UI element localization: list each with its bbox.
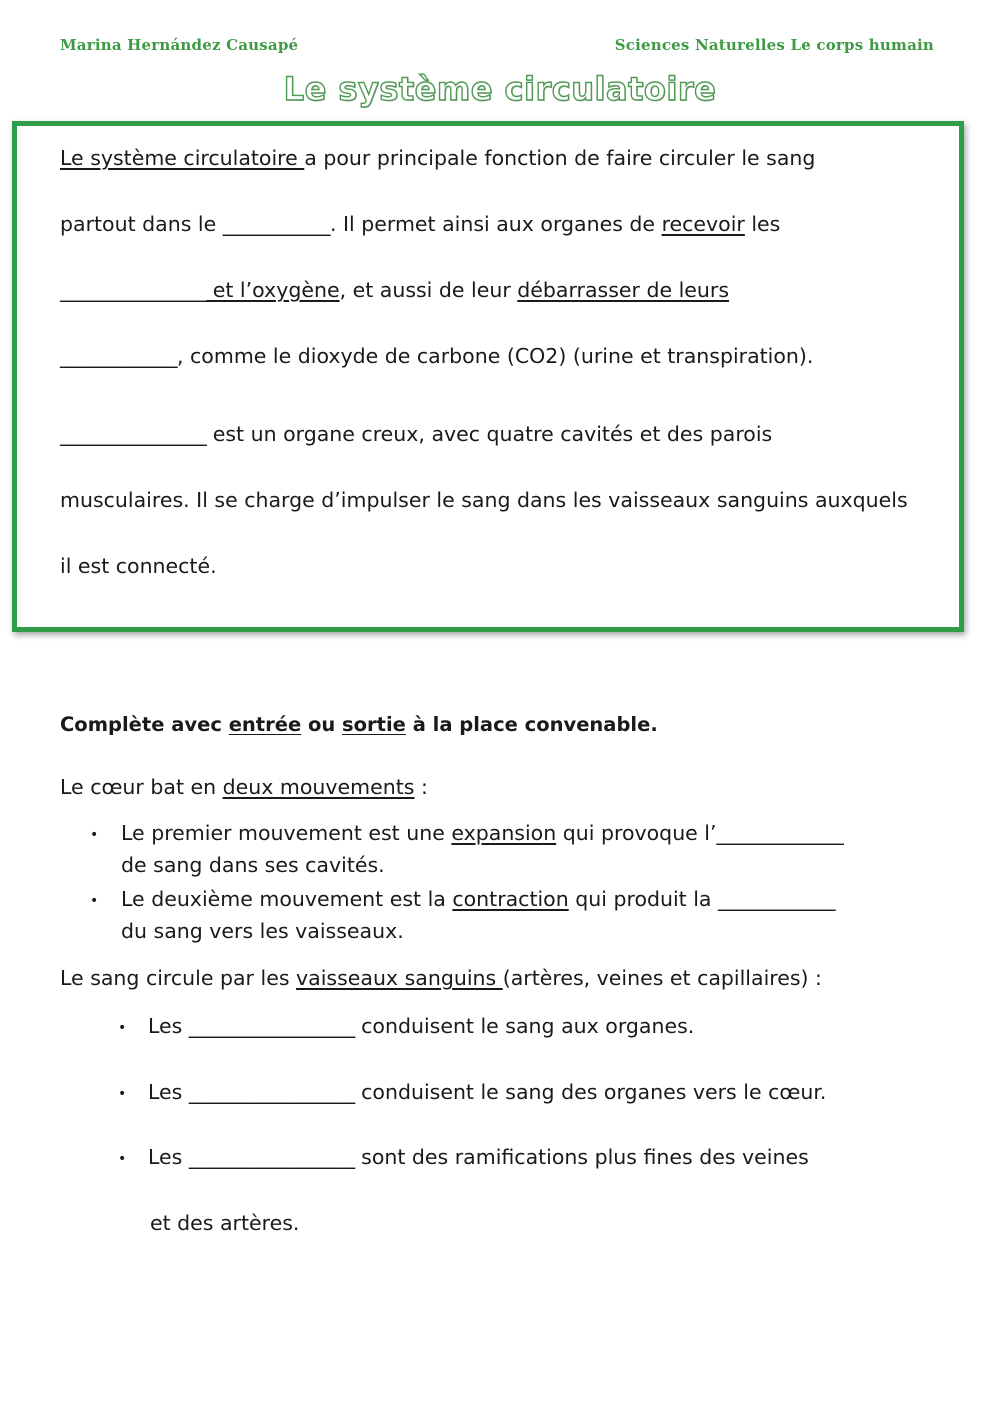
text: Le premier mouvement est une [121, 821, 452, 845]
text: ou [301, 713, 343, 736]
text: sont des ramifications plus fines des veines [354, 1145, 809, 1169]
text: Le cœur bat en [60, 775, 223, 799]
blank-field[interactable]: ____________ [718, 887, 836, 911]
text: à la place convenable. [405, 713, 658, 736]
underlined-term: expansion [451, 821, 557, 845]
text: partout dans le [60, 212, 223, 236]
movement-2-cont: du sang vers les vaisseaux. [121, 919, 404, 943]
box-line-6 [60, 488, 908, 512]
text: , comme le dioxyde de carbone (CO2) (urine et transpiration). [177, 344, 814, 368]
text: les [744, 212, 781, 236]
header-subject: Sciences Naturelles Le corps humain [614, 36, 934, 54]
text: : [414, 775, 428, 799]
blank-field[interactable]: ____________ [60, 344, 177, 368]
underlined-term: débarrasser de leurs [517, 278, 730, 302]
text: (artères, veines et capillaires) : [502, 966, 822, 990]
text: a pour principale fonction de faire circuler le sang [304, 146, 816, 170]
option-sortie: sortie [342, 713, 406, 736]
bullet-icon: • [118, 1020, 127, 1036]
blank-field[interactable]: _______________ [60, 278, 207, 302]
underlined-term: contraction [452, 887, 569, 911]
text: Les [148, 1145, 189, 1169]
instruction [60, 713, 658, 736]
blank-field[interactable]: ___________ [222, 212, 330, 236]
text: conduisent le sang des organes vers le cœur. [354, 1080, 827, 1104]
bullet-icon: • [90, 893, 99, 909]
vessel-item-3 [148, 1145, 809, 1169]
movement-1 [121, 821, 843, 845]
bullet-icon: • [90, 827, 99, 843]
blank-field[interactable]: _________________ [188, 1080, 355, 1104]
box-line-7 [60, 554, 217, 578]
text: Le sang circule par les [60, 966, 297, 990]
text: qui produit la [568, 887, 719, 911]
text: qui provoque l’ [556, 821, 717, 845]
text: Les [148, 1080, 189, 1104]
movement-1-cont: de sang dans ses cavités. [121, 853, 385, 877]
box-line-3 [60, 278, 729, 302]
text: Les [148, 1014, 189, 1038]
underlined-term: Le système circulatoire [60, 146, 305, 170]
text: Complète avec [60, 713, 229, 736]
page-title: Le système circulatoire [283, 70, 717, 108]
box-line-1 [60, 146, 815, 170]
bullet-icon: • [118, 1151, 127, 1167]
blank-field[interactable]: _________________ [188, 1145, 355, 1169]
box-line-5 [60, 422, 772, 446]
box-line-2 [60, 212, 780, 236]
bullet-icon: • [118, 1086, 127, 1102]
heart-intro [60, 775, 428, 799]
text: . Il permet ainsi aux organes de [329, 212, 662, 236]
text: il est connecté. [60, 554, 217, 578]
vessel-item-1 [148, 1014, 694, 1038]
vessel-item-3-cont: et des artères. [150, 1211, 300, 1235]
text: musculaires. Il se charge d’impulser le sang dans les vaisseaux sanguins auxquels [60, 488, 908, 512]
underlined-term: deux mouvements [222, 775, 415, 799]
blank-field[interactable]: _______________ [60, 422, 207, 446]
underlined-term: vaisseaux sanguins [296, 966, 503, 990]
vessels-intro [60, 966, 822, 990]
box-line-4 [60, 344, 813, 368]
option-entree: entrée [228, 713, 302, 736]
text: est un organe creux, avec quatre cavités et des parois [206, 422, 773, 446]
underlined-term: et l’oxygène [206, 278, 340, 302]
underlined-term: recevoir [661, 212, 745, 236]
header-author: Marina Hernández Causapé [60, 36, 299, 54]
blank-field[interactable]: _________________ [188, 1014, 355, 1038]
movement-2 [121, 887, 835, 911]
blank-field[interactable]: _____________ [716, 821, 844, 845]
text: Le deuxième mouvement est la [121, 887, 453, 911]
vessel-item-2 [148, 1080, 826, 1104]
text: conduisent le sang aux organes. [354, 1014, 695, 1038]
text: , et aussi de leur [339, 278, 518, 302]
